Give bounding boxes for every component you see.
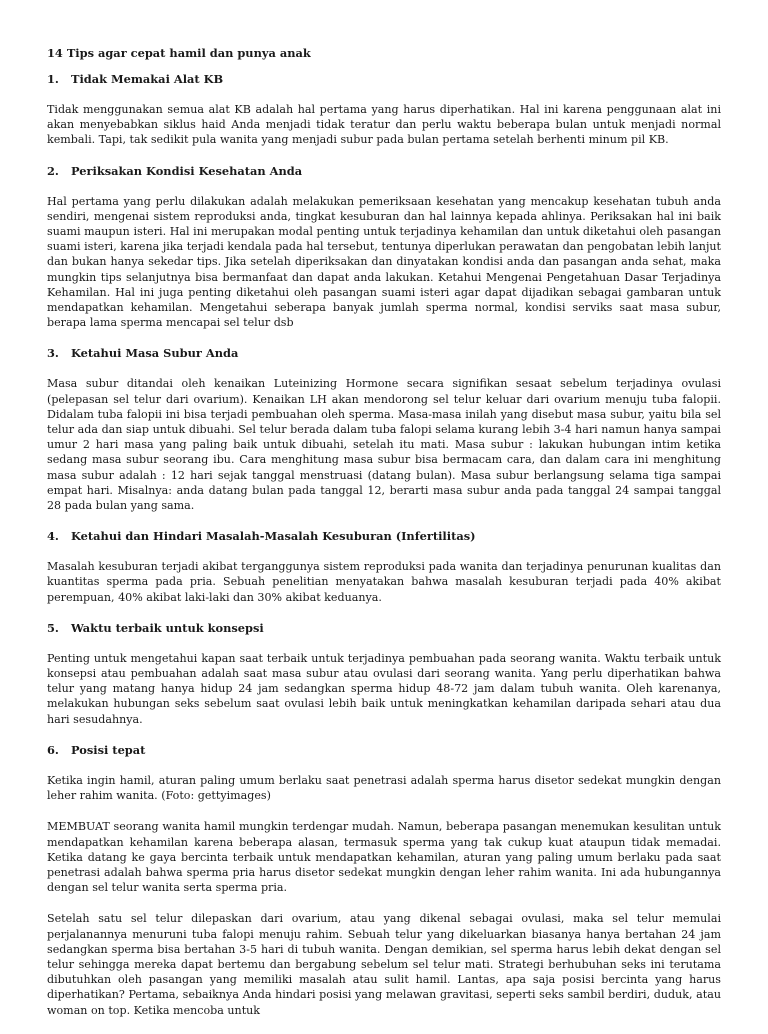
section-title: Ketahui Masa Subur Anda xyxy=(71,346,239,361)
section-title: Posisi tepat xyxy=(71,742,146,757)
document-page xyxy=(47,46,721,1034)
section-heading xyxy=(47,72,721,87)
section-title: Ketahui dan Hindari Masalah-Masalah Kesuburan (Infertilitas) xyxy=(71,529,476,544)
section-number: 4. xyxy=(47,529,59,544)
section-title: Periksakan Kondisi Kesehatan Anda xyxy=(71,163,303,178)
body-paragraph: MEMBUAT seorang wanita hamil mungkin terdengar mudah. Namun, beberapa pasangan menemukan kesulitan untuk mendapatkan kehamilan karena beberapa alasan, termasuk sperma yang tak cukup kuat ataupun tidak memadai. Ketika datang ke gaya bercinta terbaik untuk mendapatkan kehamilan, aturan yang paling umum berlaku pada saat penetrasi adalah bahwa sperma pria harus disetor sedekat mungkin dengan leher rahim wanita. Ini ada hubungannya dengan sel telur wanita serta sperma pria. xyxy=(47,820,721,895)
document-sections xyxy=(47,72,721,1018)
section-number: 6. xyxy=(47,742,59,757)
section-number: 2. xyxy=(47,163,59,178)
body-paragraph: Hal pertama yang perlu dilakukan adalah melakukan pemeriksaan kesehatan yang mencakup kesehatan tubuh anda sendiri, mengenai sistem reproduksi anda, tingkat kesuburan dan hal lainnya kepada ahlinya. Periksakan hal ini baik suami maupun isteri. Hal ini merupakan modal penting untuk terjadinya kehamilan dan untuk diketahui oleh pasangan suami isteri, karena jika terjadi kendala pada hal tersebut, tentunya diperlukan perawatan dan pengobatan lebih lanjut dan bukan hanya sekedar tips. Jika setelah diperiksakan dan dinyatakan kondisi anda dan pasangan anda sehat, maka mungkin tips selanjutnya bisa bermanfaat dan dapat anda lakukan. Ketahui Mengenai Pengetahuan Dasar Terjadinya Kehamilan. Hal ini juga penting diketahui oleh pasangan suami isteri agar dapat dijadikan sebagai gambaran untuk mendapatkan kehamilan. Mengetahui seberapa banyak jumlah sperma normal, kondisi serviks saat masa subur, berapa lama sperma mencapai sel telur dsb xyxy=(47,194,721,330)
document-title: 14 Tips agar cepat hamil dan punya anak xyxy=(47,46,311,60)
body-paragraph: Ketika ingin hamil, aturan paling umum berlaku saat penetrasi adalah sperma harus disetor sedekat mungkin dengan leher rahim wanita. (Foto: gettyimages) xyxy=(47,773,721,803)
section-heading xyxy=(47,529,721,544)
body-paragraph: Tidak menggunakan semua alat KB adalah hal pertama yang harus diperhatikan. Hal ini karena penggunaan alat ini akan menyebabkan siklus haid Anda menjadi tidak teratur dan perlu waktu beberapa bulan untuk menjadi normal kembali. Tapi, tak sedikit pula wanita yang menjadi subur pada bulan pertama setelah berhenti minum pil KB. xyxy=(47,103,721,147)
section-heading xyxy=(47,743,721,758)
body-paragraph: Masalah kesuburan terjadi akibat terganggunya sistem reproduksi pada wanita dan terjadinya penurunan kualitas dan kuantitas sperma pada pria. Sebuah penelitian menyatakan bahwa masalah kesuburan terjadi pada 40% akibat perempuan, 40% akibat laki-laki dan 30% akibat keduanya. xyxy=(47,560,721,604)
body-paragraph: Masa subur ditandai oleh kenaikan Luteinizing Hormone secara signifikan sesaat sebelum terjadinya ovulasi (pelepasan sel telur dari ovarium). Kenaikan LH akan mendorong sel telur keluar dari ovarium menuju tuba falopii. Didalam tuba falopii ini bisa terjadi pembuahan oleh sperma. Masa-masa inilah yang disebut masa subur, yaitu bila sel telur ada dan siap untuk dibuahi. Sel telur berada dalam tuba falopi selama kurang lebih 3-4 hari namun hanya sampai umur 2 hari masa yang paling baik untuk dibuahi, setelah itu mati. Masa subur : lakukan hubungan intim ketika sedang masa subur seorang ibu. Cara menghitung masa subur bisa bermacam cara, dan dalam cara ini menghitung masa subur adalah : 12 hari sejak tanggal menstruasi (datang bulan). Masa subur berlangsung selama tiga sampai empat hari. Misalnya: anda datang bulan pada tanggal 12, berarti masa subur anda pada tanggal 24 sampai tanggal 28 pada bulan yang sama. xyxy=(47,377,721,513)
body-paragraph: Setelah satu sel telur dilepaskan dari ovarium, atau yang dikenal sebagai ovulasi, maka sel telur memulai perjalanannya menuruni tuba falopi menuju rahim. Sebuah telur yang dikeluarkan biasanya hanya bertahan 24 jam sedangkan sperma bisa bertahan 3-5 hari di tubuh wanita. Dengan demikian, sel sperma harus lebih dekat dengan sel telur sehingga mereka dapat bertemu dan bergabung sebelum sel telur mati. Strategi berhubuhan seks ini terutama dibutuhkan oleh pasangan yang memiliki masalah atau sulit hamil. Lantas, apa saja posisi bercinta yang harus diperhatikan? Pertama, sebaiknya Anda hindari posisi yang melawan gravitasi, seperti seks sambil berdiri, duduk, atau woman on top. Ketika mencoba untuk xyxy=(47,912,721,1017)
body-paragraph: Penting untuk mengetahui kapan saat terbaik untuk terjadinya pembuahan pada seorang wanita. Waktu terbaik untuk konsepsi atau pembuahan adalah saat masa subur atau ovulasi dari seorang wanita. Yang perlu diperhatikan bahwa telur yang matang hanya hidup 24 jam sedangkan sperma hidup 48-72 jam dalam tubuh wanita. Oleh karenanya, melakukan hubungan seks sebelum saat ovulasi lebih baik untuk meningkatkan kehamilan daripada sehari atau dua hari sesudahnya. xyxy=(47,651,721,726)
section-number: 5. xyxy=(47,620,59,635)
section-heading xyxy=(47,164,721,179)
section-title: Waktu terbaik untuk konsepsi xyxy=(71,620,264,635)
section-heading xyxy=(47,346,721,361)
section-number: 1. xyxy=(47,72,59,86)
section-number: 3. xyxy=(47,346,59,361)
section-title: Tidak Memakai Alat KB xyxy=(71,72,224,86)
section-heading xyxy=(47,621,721,636)
